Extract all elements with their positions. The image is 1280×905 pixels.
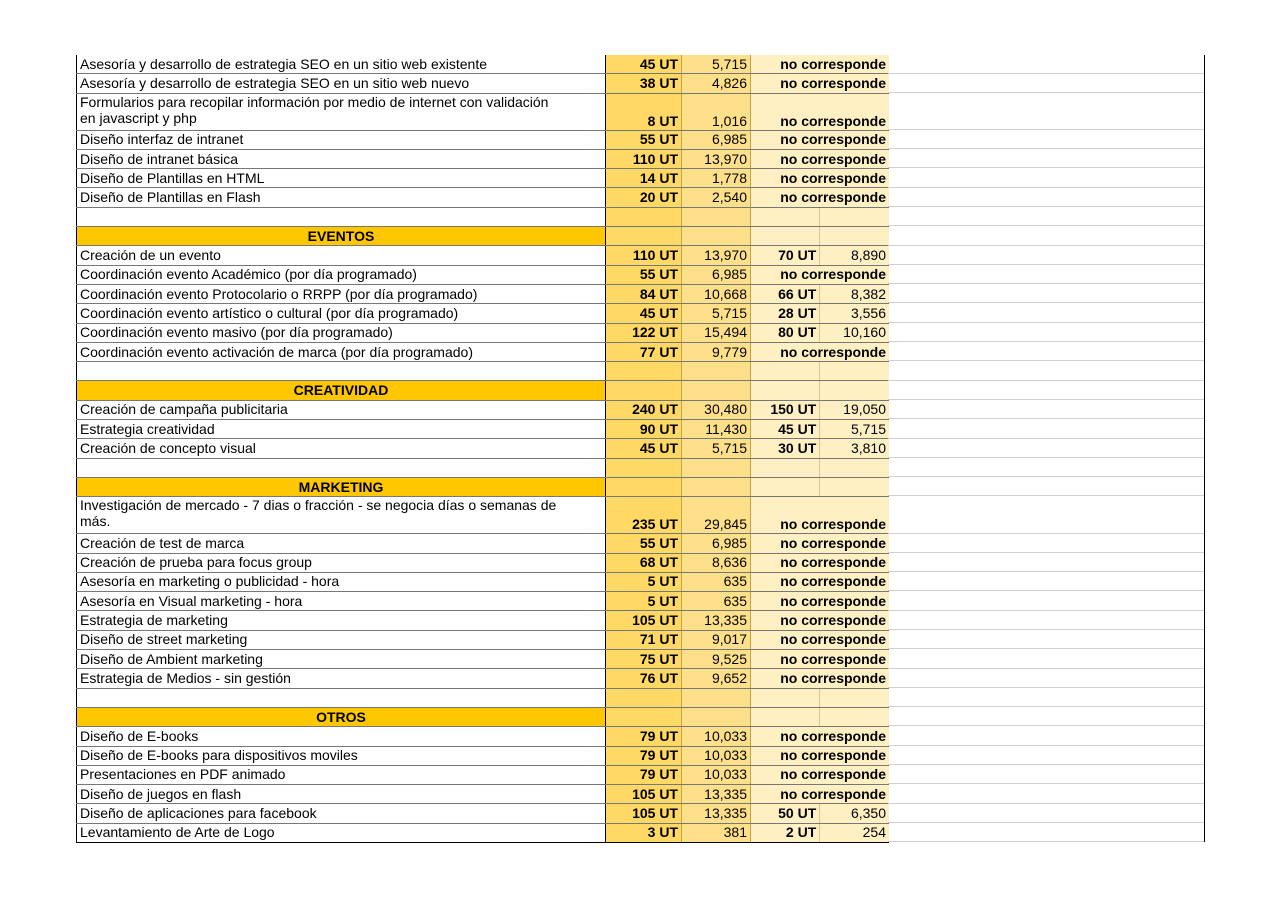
empty-cell [820,362,889,381]
empty-cell [606,458,682,477]
amount-value: 13,335 [682,611,751,630]
empty-cell [820,707,889,726]
ut-value: 110 UT [606,149,682,168]
service-description: Asesoría y desarrollo de estrategia SEO en un sitio web nuevo [77,74,606,93]
empty-cell [606,362,682,381]
empty-cell [682,688,751,707]
ut-value: 3 UT [606,823,682,842]
service-description: Coordinación evento artístico o cultural (por día programado) [77,304,606,323]
ut-value: 45 UT [606,304,682,323]
grid-line [888,476,1204,477]
grid-line [888,822,1204,823]
table-body [77,55,890,842]
description-line: más. [80,513,111,530]
ut-value: 5 UT [606,572,682,591]
not-applicable-note: no corresponde [751,497,890,534]
ut-value: 75 UT [606,650,682,669]
blank-row [77,458,890,477]
empty-cell [682,362,751,381]
service-description: Diseño de E-books [77,727,606,746]
ut-value: 105 UT [606,785,682,804]
amount-value: 29,845 [682,497,751,534]
ut-value: 110 UT [606,246,682,265]
amount-value: 6,985 [682,265,751,284]
ut-value: 20 UT [606,188,682,207]
table-row [77,823,890,842]
empty-cell [77,458,606,477]
ut-value: 55 UT [606,130,682,149]
table-row [77,534,890,553]
table-row [77,323,890,342]
empty-cell [606,688,682,707]
empty-cell [751,477,820,496]
amount-value: 5,715 [682,439,751,458]
amount-value: 15,494 [682,323,751,342]
not-applicable-note: no corresponde [751,669,890,688]
table-row [77,611,890,630]
amount-value: 635 [682,592,751,611]
not-applicable-note: no corresponde [751,55,890,74]
grid-line [888,187,1204,188]
grid-line [888,590,1204,591]
empty-cell [751,227,820,246]
amount-value: 13,970 [682,149,751,168]
amount-value: 10,033 [682,765,751,784]
empty-cell [751,381,820,400]
ut-value: 68 UT [606,553,682,572]
grid-line [888,92,1204,93]
ut-value: 77 UT [606,342,682,361]
empty-cell [77,362,606,381]
empty-cell [820,381,889,400]
alt-amount-value: 8,382 [820,284,889,303]
not-applicable-note: no corresponde [751,785,890,804]
table-row [77,650,890,669]
ut-value: 14 UT [606,169,682,188]
service-description: Creación de campaña publicitaria [77,400,606,419]
not-applicable-note: no corresponde [751,342,890,361]
table-row [77,169,890,188]
amount-value: 635 [682,572,751,591]
empty-cell [682,227,751,246]
ut-value: 90 UT [606,420,682,439]
alt-amount-value: 6,350 [820,804,889,823]
alt-amount-value: 8,890 [820,246,889,265]
grid-line [888,764,1204,765]
empty-cell [820,207,889,226]
empty-cell [682,381,751,400]
table-row [77,765,890,784]
grid-line [888,725,1204,726]
not-applicable-note: no corresponde [751,592,890,611]
service-description: Estrategia creatividad [77,420,606,439]
service-description: Estrategia de marketing [77,611,606,630]
grid-line [888,571,1204,572]
not-applicable-note: no corresponde [751,746,890,765]
table-row [77,265,890,284]
blank-row [77,362,890,381]
alt-ut-value: 45 UT [751,420,820,439]
amount-value: 4,826 [682,74,751,93]
ut-value: 240 UT [606,400,682,419]
not-applicable-note: no corresponde [751,572,890,591]
grid-line [888,668,1204,669]
alt-amount-value: 254 [820,823,889,842]
service-description: Diseño de Plantillas en Flash [77,188,606,207]
alt-ut-value: 28 UT [751,304,820,323]
ut-value: 71 UT [606,630,682,649]
section-title: EVENTOS [77,227,606,246]
amount-value: 8,636 [682,553,751,572]
service-description: Diseño interfaz de intranet [77,130,606,149]
amount-value: 30,480 [682,400,751,419]
not-applicable-note: no corresponde [751,630,890,649]
service-description: Coordinación evento activación de marca (por día programado) [77,342,606,361]
amount-value: 381 [682,823,751,842]
amount-value: 9,525 [682,650,751,669]
service-description: Diseño de intranet básica [77,149,606,168]
not-applicable-note: no corresponde [751,188,890,207]
section-header [77,227,890,246]
service-description: Coordinación evento Académico (por día programado) [77,265,606,284]
table-row [77,188,890,207]
service-description: Asesoría en Visual marketing - hora [77,592,606,611]
empty-cell [606,477,682,496]
description-line: Investigación de mercado - 7 dias o fracción - se negocia días o semanas de [80,497,557,514]
table-row [77,149,890,168]
table-row [77,130,890,149]
grid-line [888,302,1204,303]
table-row [77,400,890,419]
service-description: Levantamiento de Arte de Logo [77,823,606,842]
alt-amount-value: 5,715 [820,420,889,439]
alt-ut-value: 50 UT [751,804,820,823]
grid-line [888,245,1204,246]
empty-cell [820,688,889,707]
not-applicable-note: no corresponde [751,74,890,93]
alt-amount-value: 3,810 [820,439,889,458]
amount-value: 2,540 [682,188,751,207]
section-header [77,381,890,400]
alt-amount-value: 3,556 [820,304,889,323]
table-row [77,420,890,439]
alt-ut-value: 70 UT [751,246,820,265]
table-row [77,74,890,93]
ut-value: 105 UT [606,611,682,630]
grid-line [888,457,1204,458]
not-applicable-note: no corresponde [751,130,890,149]
grid-line [888,706,1204,707]
ut-value: 79 UT [606,727,682,746]
description-line: Formularios para recopilar información por medio de internet con validación [80,93,549,110]
service-description: Diseño de juegos en flash [77,785,606,804]
service-description: Presentaciones en PDF animado [77,765,606,784]
grid-line [888,399,1204,400]
not-applicable-note: no corresponde [751,534,890,553]
empty-cell [606,207,682,226]
not-applicable-note: no corresponde [751,149,890,168]
grid-line [888,129,1204,130]
empty-cell [77,207,606,226]
service-description [77,497,606,534]
grid-line [888,264,1204,265]
empty-cell [820,227,889,246]
grid-line [888,148,1204,149]
alt-amount-value: 10,160 [820,323,889,342]
amount-value: 9,652 [682,669,751,688]
empty-cell [606,381,682,400]
service-description: Diseño de aplicaciones para facebook [77,804,606,823]
empty-cell [682,477,751,496]
not-applicable-note: no corresponde [751,727,890,746]
empty-cell [606,707,682,726]
section-header [77,707,890,726]
amount-value: 13,335 [682,804,751,823]
table-row [77,55,890,74]
empty-cell [751,707,820,726]
service-description: Diseño de E-books para dispositivos moviles [77,746,606,765]
amount-value: 9,779 [682,342,751,361]
not-applicable-note: no corresponde [751,611,890,630]
grid-line [888,610,1204,611]
amount-value: 5,715 [682,304,751,323]
empty-cell [751,207,820,226]
grid-line [888,745,1204,746]
service-description [77,93,606,130]
grid-line [888,648,1204,649]
table-row [77,553,890,572]
not-applicable-note: no corresponde [751,169,890,188]
empty-cell [751,362,820,381]
ut-value: 79 UT [606,765,682,784]
empty-cell [682,707,751,726]
amount-value: 13,970 [682,246,751,265]
grid-line [888,552,1204,553]
table-row [77,669,890,688]
grid-line [888,783,1204,784]
ut-value: 45 UT [606,439,682,458]
grid-line [888,418,1204,419]
sheet-right-border [1204,55,1205,842]
ut-value: 79 UT [606,746,682,765]
table-row [77,93,890,130]
service-description: Creación de concepto visual [77,439,606,458]
grid-line [888,341,1204,342]
service-description: Estrategia de Medios - sin gestión [77,669,606,688]
not-applicable-note: no corresponde [751,553,890,572]
ut-value: 5 UT [606,592,682,611]
amount-value: 10,033 [682,727,751,746]
empty-cell [751,688,820,707]
ut-value: 55 UT [606,534,682,553]
table-row [77,746,890,765]
grid-line [888,283,1204,284]
amount-value: 1,016 [682,93,751,130]
grid-line [888,360,1204,361]
service-description: Asesoría y desarrollo de estrategia SEO en un sitio web existente [77,55,606,74]
description-line: en javascript y php [80,109,197,126]
amount-value: 10,033 [682,746,751,765]
not-applicable-note: no corresponde [751,650,890,669]
empty-cell [751,458,820,477]
empty-cell [820,458,889,477]
alt-ut-value: 80 UT [751,323,820,342]
amount-value: 1,778 [682,169,751,188]
not-applicable-note: no corresponde [751,265,890,284]
service-description: Coordinación evento Protocolario o RRPP (por día programado) [77,284,606,303]
section-title: OTROS [77,707,606,726]
service-description: Creación de prueba para focus group [77,553,606,572]
table-row [77,592,890,611]
not-applicable-note: no corresponde [751,765,890,784]
service-description: Creación de un evento [77,246,606,265]
service-description: Asesoría en marketing o publicidad - hora [77,572,606,591]
service-description: Diseño de street marketing [77,630,606,649]
service-description: Diseño de Plantillas en HTML [77,169,606,188]
ut-value: 45 UT [606,55,682,74]
amount-value: 11,430 [682,420,751,439]
service-description: Diseño de Ambient marketing [77,650,606,669]
amount-value: 6,985 [682,534,751,553]
section-title: CREATIVIDAD [77,381,606,400]
section-title: MARKETING [77,477,606,496]
grid-line [888,629,1204,630]
table-row [77,630,890,649]
table-row [77,439,890,458]
table-row [77,246,890,265]
grid-line [888,206,1204,207]
grid-line [888,438,1204,439]
amount-value: 10,668 [682,284,751,303]
ut-value: 235 UT [606,497,682,534]
table-row [77,785,890,804]
table-row [77,572,890,591]
amount-value: 5,715 [682,55,751,74]
service-description: Coordinación evento masivo (por día programado) [77,323,606,342]
empty-cell [682,458,751,477]
grid-line [888,380,1204,381]
blank-row [77,688,890,707]
amount-value: 13,335 [682,785,751,804]
empty-cell [77,688,606,707]
grid-line [888,803,1204,804]
alt-amount-value: 19,050 [820,400,889,419]
grid-line [888,225,1204,226]
ut-value: 38 UT [606,74,682,93]
alt-ut-value: 2 UT [751,823,820,842]
grid-line [888,73,1204,74]
blank-row [77,207,890,226]
not-applicable-note: no corresponde [751,93,890,130]
services-table [76,55,889,843]
grid-line [888,495,1204,496]
grid-line [888,841,1204,842]
service-description: Creación de test de marca [77,534,606,553]
alt-ut-value: 30 UT [751,439,820,458]
ut-value: 122 UT [606,323,682,342]
empty-cell [606,227,682,246]
empty-cell [820,477,889,496]
table-row [77,304,890,323]
table-row [77,727,890,746]
alt-ut-value: 150 UT [751,400,820,419]
amount-value: 9,017 [682,630,751,649]
grid-line [888,322,1204,323]
grid-line [888,167,1204,168]
table-row [77,497,890,534]
section-header [77,477,890,496]
ut-value: 55 UT [606,265,682,284]
amount-value: 6,985 [682,130,751,149]
alt-ut-value: 66 UT [751,284,820,303]
ut-value: 105 UT [606,804,682,823]
table-row [77,804,890,823]
ut-value: 8 UT [606,93,682,130]
grid-line [888,687,1204,688]
ut-value: 76 UT [606,669,682,688]
table-row [77,342,890,361]
empty-cell [682,207,751,226]
ut-value: 84 UT [606,284,682,303]
table-row [77,284,890,303]
grid-line [888,533,1204,534]
